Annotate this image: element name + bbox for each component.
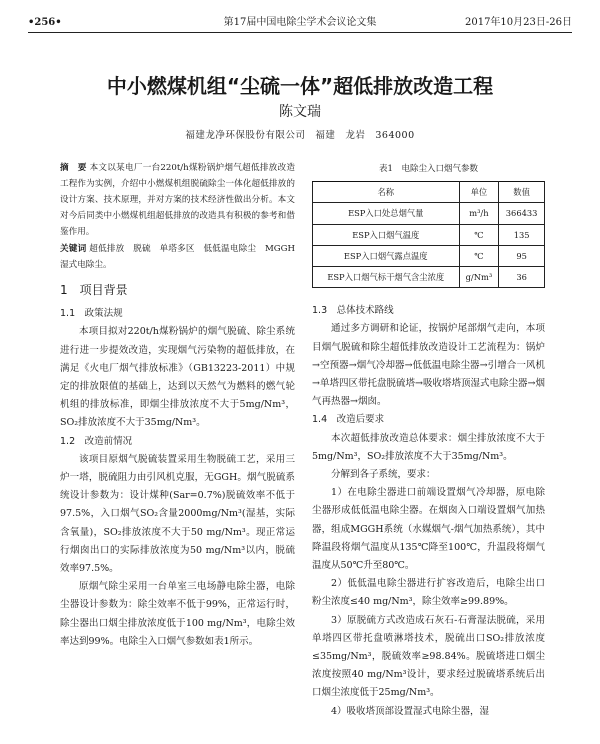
table-cell-unit: m³/h — [459, 203, 499, 224]
author-affiliation: 福建龙净环保股份有限公司 福建 龙岩 364000 — [185, 130, 415, 141]
section-1-4-text: 本次超低排放改造总体要求：烟尘排放浓度不大于5mg/Nm³，SO₂排放浓度不大于35mg/Nm³。 — [312, 432, 545, 462]
keywords — [60, 241, 304, 273]
table-1 — [312, 181, 545, 288]
table-header-value: 数值 — [499, 182, 545, 203]
paper-author: 陈文瑞 — [279, 104, 321, 120]
list-item: 4）吸收塔顶部设置湿式电除尘器，湿 — [331, 705, 490, 717]
table-header-row — [313, 182, 545, 203]
table-cell-value: 95 — [499, 245, 545, 266]
table-row — [313, 203, 545, 224]
table-cell-value: 135 — [499, 224, 545, 245]
table-cell-unit: ℃ — [459, 245, 499, 266]
section-1-1-heading: 1.1 政策法规 — [60, 308, 123, 320]
table-header-name: 名称 — [313, 182, 460, 203]
section-1-3-text: 通过多方调研和论证，按锅炉尾部烟气走向，本项目烟气脱硫和除尘超低排放改造设计工艺流程为：锅炉→空预器→烟气冷却器→低低温电除尘器→引增合一风机→单塔四区带托盘脱硫塔→吸收塔塔顶湿式电除尘器→烟气再热器→烟囱。 — [312, 323, 545, 408]
keywords-label: 关键词 — [60, 244, 87, 254]
section-1-4-heading: 1.4 改造后要求 — [312, 414, 385, 426]
running-header — [28, 14, 572, 33]
list-item: 3）原脱硫方式改造成石灰石-石膏湿法脱硫，采用单塔四区带托盘喷淋塔技术，脱硫出口SO₂排放浓度≤35mg/Nm³，脱硫效率≥98.84%。脱硫塔进口烟尘浓度按照40 mg/Nm³设计，要求经过脱硫塔系统后出口烟尘浓度低于25mg/Nm³。 — [312, 614, 545, 699]
table-1-caption: 表1 电除尘入口烟气参数 — [379, 164, 478, 174]
section-1-4-intro: 分解到各子系统，要求： — [331, 469, 436, 481]
table-cell-value: 36 — [499, 267, 545, 288]
paper-title: 中小燃煤机组“尘硫一体”超低排放改造工程 — [106, 74, 494, 98]
table-row — [313, 245, 545, 266]
left-column — [60, 160, 304, 651]
table-cell-name: ESP入口烟气露点温度 — [313, 245, 460, 266]
section-1-3-heading: 1.3 总体技术路线 — [312, 305, 394, 317]
table-cell-unit: g/Nm³ — [459, 267, 499, 288]
section-1-2-text-b: 原烟气除尘采用一台单室三电场静电除尘器，电除尘器设计参数为：除尘效率不低于99%，正常运行时，除尘器出口烟尘排放浓度低于100 mg/Nm³，电除尘效率达到99%。电除尘入口烟气参数如表1所示。 — [60, 581, 295, 647]
table-cell-unit: ℃ — [459, 224, 499, 245]
table-row — [313, 224, 545, 245]
conference-date: 2017年10月23日-26日 — [464, 17, 572, 28]
right-column — [312, 160, 545, 721]
table-header-unit: 单位 — [459, 182, 499, 203]
abstract-text: 本文以某电厂一台220t/h煤粉锅炉烟气超低排放改造工程作为实例，介绍中小燃煤机组脱硫除尘一体化超低排放的设计方案、技术原理，并对方案的技术经济性做出分析。本文对今后同类中小燃煤机组超低排放的改造具有积极的参考和借鉴作用。 — [60, 163, 295, 237]
table-cell-name: ESP入口处总烟气量 — [313, 203, 460, 224]
keywords-text: 超低排放 脱硫 单塔多区 低低温电除尘 MGGH 湿式电除尘。 — [60, 244, 304, 270]
section-1-2-text-a: 该项目原烟气脱硫装置采用生物脱硫工艺，采用三炉一塔，脱硫阻力由引风机克服，无GGH。烟气脱硫系统设计参数为：设计煤种(Sar=0.7%)脱硫效率不低于97.5%，入口烟气SO₂含量2000mg/Nm³(湿基，实际含氧量)，SO₂排放浓度不大于50 mg/Nm³。现正常运行烟囱出口的实际排放浓度为50 mg/Nm³以内，脱硫效率97.5%。 — [60, 453, 295, 575]
list-item: 2）低低温电除尘器进行扩容改造后，电除尘出口粉尘浓度≤40 mg/Nm³，除尘效率≥99.89%。 — [312, 578, 545, 608]
conference-name: 第17届中国电除尘学术会议论文集 — [223, 17, 377, 28]
section-1-heading: 1 项目背景 — [60, 283, 128, 297]
abstract-label: 摘 要 — [60, 163, 87, 173]
abstract — [60, 160, 295, 240]
requirement-list — [312, 484, 545, 721]
page-number: •256• — [28, 17, 62, 28]
section-1-2-heading: 1.2 改造前情况 — [60, 435, 133, 447]
table-cell-name: ESP入口烟气标干烟气含尘浓度 — [313, 267, 460, 288]
table-row — [313, 267, 545, 288]
list-item: 1）在电除尘器进口前端设置烟气冷却器，原电除尘器形成低低温电除尘器。在烟囱入口端设置烟气加热器，组成MGGH系统（水媒烟气-烟气加热系统），其中降温段将烟气温度从135℃降至100℃，升温段将烟气温度从50℃升至80℃。 — [312, 487, 545, 572]
table-cell-name: ESP入口烟气温度 — [313, 224, 460, 245]
section-1-1-text: 本项目拟对220t/h煤粉锅炉的烟气脱硫、除尘系统进行进一步提效改造，实现烟气污染物的超低排放，在满足《火电厂烟气排放标准》（GB13223-2011）中规定的排放限值的基础上，达到以天然气为燃料的燃气轮机组的排放标准，即烟尘排放浓度不大于5mg/Nm³，SO₂排放浓度不大于35mg/Nm³。 — [60, 326, 295, 429]
table-cell-value: 366433 — [499, 203, 545, 224]
